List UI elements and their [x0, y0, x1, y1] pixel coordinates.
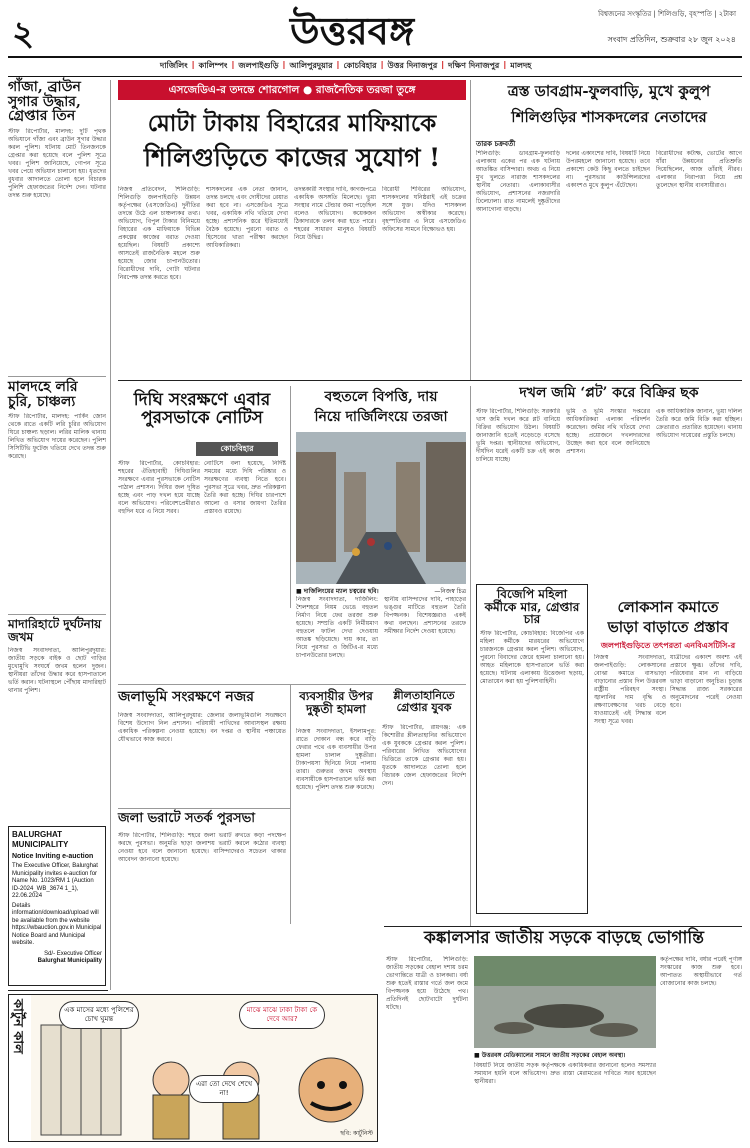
dighi-headline: দিঘি সংরক্ষণে এবার পুরসভাকে নোটিস — [133, 390, 271, 428]
cartoon-bubble-3: এরা তো দেখে শেখে না! — [189, 1075, 259, 1103]
darjeeling-body-col1: নিজস্ব সংবাদদাতা, দার্জিলিং: শৈলশহরে নিয়ম ভেঙে বহুতল নির্মাণ নিয়ে ফের তরজা শুরু হয়েছে। সম্প্রতি একটি নির্মীয়মাণ বহুতলে ফাটল দেখা দেওয়ায় আতঙ্ক ছড়িয়েছে। দায় কার, তা নিয়ে পুরসভা ও জিটিএ-র মধ্যে চাপানউতোর চলছে। — [296, 596, 378, 659]
page-title: উত্তরবঙ্গ — [290, 8, 415, 53]
youth-headline: শ্লীলতাহানিতে গ্রেপ্তার যুবক — [393, 689, 455, 714]
page-number: ২ — [12, 14, 35, 54]
darjeeling-headline-1: বহুতলে বিপত্তি, দায় — [324, 389, 438, 405]
right-top-body-col3: বিরোধীদের কটাক্ষ, ভোটের আগে যাঁরা উন্নয়নের প্রতিশ্রুতি দিয়েছিলেন, আজ তাঁরাই নীরব। এলাকার নিরাপত্তা নিয়ে প্রশ্ন তুলেছেন স্থানীয় ব্যবসায়ীরাও। — [656, 150, 742, 189]
jala-headline: জলা ভরাটে সতর্ক পুরসভা — [118, 811, 256, 826]
story-ganja — [8, 80, 106, 376]
notice-box — [8, 826, 106, 986]
highway-body-col3: কর্তৃপক্ষের দাবি, বর্ষার পরেই পূর্ণাঙ্গ সংস্কারের কাজ শুরু হবে। আপাতত অস্থায়ীভাবে গর্ত বোজানোর কাজ চলছে। — [660, 956, 742, 987]
loss-headline-2: ভাড়া বাড়াতে প্রস্তাব — [607, 618, 729, 636]
notice-org: BALURGHAT MUNICIPALITY — [12, 830, 69, 849]
highway-body-col1: স্টাফ রিপোর্টার, শিলিগুড়ি: জাতীয় সড়কের বেহাল দশায় চরম ভোগান্তিতে যাত্রী ও চালকরা। বর্ষা শুরু হতেই রাস্তার গর্তে জল জমে বিপজ্জনক হয়ে উঠেছে পথ। প্রতিদিনই ছোটখাটো দুর্ঘটনা ঘটছে। — [386, 956, 468, 1011]
lead-body-col1: নিজস্ব প্রতিবেদন, শিলিগুড়ি: শিলিগুড়ি জলপাইগুড়ি উন্নয়ন কর্তৃপক্ষের (এসজেডিএ) দুর্নীতির তদন্তে উঠে এল চাঞ্চল্যকর তথ্য। অভিযোগ, বিপুল টাকার বিনিময়ে বিহারের এক মাফিয়াকে বিভিন্ন প্রকল্পের কাজের বরাত দেওয়া হয়েছিল। বিষয়টি প্রকাশ্যে আসতেই রাজনৈতিক মহলে শুরু হয়েছে জোর চাপানউতোর। বিরোধীদের দাবি, গোটা ঘটনার নিরপেক্ষ তদন্ত করতে হবে। — [118, 186, 200, 281]
youth-body: স্টাফ রিপোর্টার, রায়গঞ্জ: এক কিশোরীর শ্লীলতাহানির অভিযোগে এক যুবককে গ্রেপ্তার করল পুলিশ। পরিবারের লিখিত অভিযোগের ভিত্তিতে তাকে গ্রেপ্তার করা হয়। ধৃতকে আদালতে তোলা হলে বিচারক জেল হেফাজতের নির্দেশ দেন। — [382, 724, 466, 787]
story-ganja-body: স্টাফ রিপোর্টার, মালদহ: দুটি পৃথক অভিযানে গাঁজা এবং ব্রাউন সুগার উদ্ধার করল পুলিশ। ঘটনায় মোট তিনজনকে গ্রেপ্তার করা হয়েছে বলে পুলিশ সূত্রে খবর। পুলিশ জানিয়েছে, গোপন সূত্রে খবর পেয়ে অভিযান চালানো হয়। ধৃতদের বুধবার আদালতে তোলা হলে বিচারক পুলিশি হেফাজতের নির্দেশ দেন। ঘটনার তদন্ত শুরু হয়েছে। — [8, 128, 106, 200]
story-ganja-headline: গাঁজা, ব্রাউন সুগার উদ্ধার, গ্রেপ্তার তিন — [8, 79, 81, 125]
highway-headline: কঙ্কালসার জাতীয় সড়কে বাড়ছে ভোগান্তি — [424, 928, 704, 948]
lead-headline-1: মোটা টাকায় বিহারের মাফিয়াকে — [147, 110, 437, 137]
edition-info-1: বিশ্বজনের সংস্কৃতির | শিলিগুড়ি, বৃহস্পতি | ২টাকা — [598, 10, 736, 18]
lead-headline-2: শিলিগুড়িতে কাজের সুযোগ ! — [143, 143, 441, 172]
dighi-body-col1: স্টাফ রিপোর্টার, কোচবিহার: শহরের ঐতিহ্যবাহী দিঘিগুলির সংরক্ষণে এবার পুরসভাকে নোটিস পাঠাল প্রশাসন। দিঘির জল দূষিত হচ্ছে এবং পাড় দখল হয়ে যাচ্ছে বলে অভিযোগ। পরিবেশপ্রেমীরাও বহুদিন ধরে এ নিয়ে সরব। — [118, 460, 200, 515]
loss-kicker: জলপাইগুড়িতে তৎপরতা এনবিএসটিসি-র — [600, 641, 736, 650]
right-top-body-col2: দলের একাংশের দাবি, বিষয়টি নিয়ে উপরমহলে জানানো হয়েছে। তবে প্রকাশ্যে কেউ কিছু বলতে চাইছেন না। পুরসভার কাউন্সিলরদের একাংশও মুখে কুলুপ এঁটেছেন। — [566, 150, 650, 189]
story-lorry — [8, 380, 106, 611]
district-6[interactable]: দক্ষিণ দিনাজপুর — [448, 61, 500, 70]
lead-body-col3: তদন্তকারী সংস্থার দাবি, কাগজপত্রে একাধিক অসঙ্গতি মিলেছে। ভুয়া সংস্থার নামে টেন্ডার জমা পড়েছিল বলেও অভিযোগ। কয়েকজন ঠিকাদারকে তলব করা হতে পারে। শহরের সাধারণ মানুষও বিষয়টি নিয়ে উদ্বিগ্ন। — [294, 186, 376, 241]
darjeeling-photo — [296, 432, 466, 584]
loss-headline-1: লোকসান কমাতে — [617, 598, 719, 616]
masthead-rule — [8, 56, 742, 58]
highway-body-col2: বিষয়টি নিয়ে জাতীয় সড়ক কর্তৃপক্ষকে একাধিকবার জানানো হলেও সমস্যার সমাধান হয়নি বলে অভিযোগ। দ্রুত রাস্তা মেরামতের দাবিতে সরব হয়েছেন স্থানীয়রা। — [474, 1062, 656, 1085]
notice-details: Details information/download/upload will be available from the website https://wbauction.gov.in Municipal Notice Board and Municipal website. — [12, 902, 102, 946]
loss-body-col1: নিজস্ব সংবাদদাতা, জলপাইগুড়ি: লোকসানের বোঝা কমাতে বাসভাড়া বাড়ানোর প্রস্তাব দিল উত্তরবঙ্গ রাষ্ট্রীয় পরিবহণ সংস্থা। জ্বালানির দাম বৃদ্ধি ও রক্ষণাবেক্ষণের খরচ বেড়ে যাওয়াতেই এই সিদ্ধান্ত বলে সংস্থা সূত্রে খবর। — [594, 654, 666, 725]
jala-body: স্টাফ রিপোর্টার, শিলিগুড়ি: শহরে জলা ভরাট রুখতে কড়া পদক্ষেপ করছে পুরসভা। অনুমতি ছাড়া জলাশয় ভরাট করলে কঠোর ব্যবস্থা নেওয়া হবে বলে জানানো হয়েছে। বাসিন্দাদেরও সচেতন থাকার আবেদন জানানো হয়েছে। — [118, 832, 286, 863]
lead-body-col2: শাসকদলের এক নেতা জানান, তদন্ত চলছে এবং দোষীদের রেয়াত করা হবে না। এসজেডিএ সূত্রে খবর, একাধিক নথি খতিয়ে দেখা হচ্ছে। প্রশাসনিক স্তরে ইতিমধ্যেই বৈঠক হয়েছে। পুরনো বরাত ও হিসেবের খাতা পরীক্ষা করছেন আধিকারিকরা। — [206, 186, 288, 249]
district-2[interactable]: জলপাইগুড়ি — [238, 61, 279, 70]
wetland-body: নিজস্ব সংবাদদাতা, আলিপুরদুয়ার: জেলার জলাভূমিগুলি সংরক্ষণে বিশেষ উদ্যোগ নিল প্রশাসন। পরিযায়ী পাখিদের আবাসস্থল রক্ষায় একাধিক পরিকল্পনা নেওয়া হয়েছে। বন দপ্তর ও স্থানীয় পঞ্চায়েত যৌথভাবে কাজ করবে। — [118, 712, 286, 743]
story-madarihat-headline: মাদারিহাটে দুর্ঘটনায় জখম — [8, 617, 102, 644]
darjeeling-photo-credit: —নিজস্ব চিত্র — [434, 588, 466, 595]
notice-body: The Executive Officer, Balurghat Municipality invites e-auction for Name No. 1023/RM 1 (Auction ID-2024_WB_3674 1_1), 22.06.2024 — [12, 863, 98, 899]
cartoon-bubble-1: এক মাসের মধ্যে পুলিশের চোখ ঘুমন্ত — [59, 1001, 139, 1029]
right-top-byline: তারক চক্রবর্তী — [476, 140, 516, 148]
lead-body-col4: বিরোধী শিবিরের অভিযোগ, শাসকদলের ঘনিষ্ঠরাই এই চক্রের সঙ্গে যুক্ত। যদিও শাসকদল অভিযোগ অস্বীকার করেছে। বৃহস্পতিবার এ নিয়ে এসজেডিএ অফিসের সামনে বিক্ষোভও হয়। — [382, 186, 466, 233]
right-top-headline-2: শিলিগুড়ির শাসকদলের নেতাদের — [511, 108, 707, 126]
masthead — [0, 0, 750, 60]
right-top-body-col1: শিলিগুড়ি: ডাবগ্রাম-ফুলবাড়ি এলাকায় একের পর এক ঘটনায় আতঙ্কিত বাসিন্দারা। অথচ এ নিয়ে মুখ খুলতে নারাজ শাসকদলের স্থানীয় নেতারা। এলাকাবাসীর অভিযোগ, প্রশাসনের নজরদারি ঢিলেঢালা। রাত নামলেই দুষ্কৃতীদের আনাগোনা বাড়ছে। — [476, 150, 560, 213]
highway-photo-caption: ■ উত্তরবঙ্গ মেডিক্যালের সামনে জাতীয় সড়কের বেহাল অবস্থা। — [474, 1052, 626, 1059]
bjp-story — [476, 584, 588, 914]
highway-photo — [474, 956, 656, 1048]
cartoon-strip — [8, 994, 378, 1142]
district-3[interactable]: আলিপুরদুয়ার — [289, 61, 333, 70]
trader-headline: ব্যবসায়ীর উপর দুষ্কৃতী হামলা — [299, 689, 373, 716]
notice-title: Notice Inviting e-auction — [12, 853, 94, 860]
plot-body-col3: এক আধিকারিক জানান, ভুয়া দলিল তৈরি করে জমি বিক্রি করা হচ্ছিল। ক্রেতারাও প্রতারিত হয়েছেন। থানায় অভিযোগ দায়েরের প্রস্তুতি চলছে। — [656, 408, 742, 439]
darjeeling-headline-2: নিয়ে দার্জিলিংয়ে তরজা — [314, 409, 448, 425]
dighi-tag: কোচবিহার — [196, 442, 278, 456]
edition-info-2: সংবাদ প্রতিদিন, শুক্রবার ২৮ জুন ২০২৪ — [607, 35, 736, 44]
notice-sign-org: Balurghat Municipality — [37, 958, 102, 964]
dighi-body-col2: নোটিসে বলা হয়েছে, নির্দিষ্ট সময়ের মধ্যে দিঘি পরিষ্কার ও সংরক্ষণের ব্যবস্থা নিতে হবে। পুরসভা সূত্রে খবর, দ্রুত পরিকল্পনা তৈরি করা হচ্ছে। দিঘির চারপাশে আলো ও বসার জায়গা তৈরির প্রস্তাবও রয়েছে। — [204, 460, 286, 515]
right-top-headline-1: ত্রস্ত ডাবগ্রাম-ফুলবাড়ি, মুখে কুলুপ — [507, 82, 711, 100]
wetland-headline: জলাভূমি সংরক্ষণে নজর — [118, 689, 254, 705]
darjeeling-photo-caption: ■ দার্জিলিংয়ের ম্যাল চত্বরের ছবি। — [296, 588, 379, 595]
cartoon-bubble-2: মাঝে মাঝে ঢাকা টাকা কে দেবে আর? — [239, 1001, 325, 1029]
plot-body-col2: ভূমি ও ভূমি সংস্কার দপ্তরের আধিকারিকরা এলাকা পরিদর্শন করেছেন। জমির নথি খতিয়ে দেখা হচ্ছে। প্রয়োজনে দখলদারদের উচ্ছেদ করা হবে বলে জানিয়েছে প্রশাসন। — [566, 408, 650, 455]
story-madarihat-body: নিজস্ব সংবাদদাতা, আলিপুরদুয়ার: জাতীয় সড়কে বাইক ও ছোট গাড়ির মুখোমুখি সংঘর্ষে জখম হলেন দুজন। স্থানীয়রা তাঁদের উদ্ধার করে হাসপাতালে ভর্তি করান। ঘটনাস্থলে পৌঁছায় মাদারিহাট থানার পুলিশ। — [8, 647, 106, 695]
plot-headline: দখল জমি ‘প্লট’ করে বিক্রির ছক — [519, 385, 699, 401]
story-lorry-headline: মালদহে লরি চুরি, চাঞ্চল্য — [8, 379, 78, 410]
district-0[interactable]: দার্জিলিং — [160, 61, 188, 70]
story-madarihat — [8, 618, 106, 815]
cartoon-credit: ছবি: কার্টুনিস্ট — [340, 1130, 373, 1137]
lead-kicker: এসজেডিএ-র তদন্তে শোরগোল ● রাজনৈতিক তরজা তুঙ্গে — [118, 80, 466, 100]
district-4[interactable]: কোচবিহার — [343, 61, 377, 70]
story-lorry-body: স্টাফ রিপোর্টার, মালদহ: পার্কিং জোন থেকে রাতে একটি লরি চুরির অভিযোগ ঘিরে চাঞ্চল্য ছড়াল। লরির মালিক থানায় লিখিত অভিযোগ দায়ের করেছেন। পুলিশ সিসিটিভি ফুটেজ খতিয়ে দেখে তদন্ত শুরু করেছে। — [8, 413, 106, 461]
notice-sign-role: Sd/- Executive Officer — [44, 950, 102, 957]
plot-body-col1: স্টাফ রিপোর্টার, শিলিগুড়ি: সরকারি খাস জমি দখল করে প্লট বানিয়ে বিক্রির অভিযোগ উঠল। বিষয়টি জানাজানি হতেই নড়েচড়ে বসেছে ভূমি দপ্তর। স্থানীয়দের অভিযোগ, দীর্ঘদিন ধরেই একটি চক্র এই কাজ চালিয়ে যাচ্ছে। — [476, 408, 560, 463]
trader-body: নিজস্ব সংবাদদাতা, ইসলামপুর: রাতে দোকান বন্ধ করে বাড়ি ফেরার পথে এক ব্যবসায়ীর উপর হামলা চালাল দুষ্কৃতীরা। টাকাপয়সা ছিনিয়ে নিয়ে পালায় তারা। গুরুতর জখম অবস্থায় ব্যবসায়ীকে হাসপাতালে ভর্তি করা হয়েছে। পুলিশ তদন্ত শুরু করেছে। — [296, 728, 376, 791]
bjp-headline: বিজেপি মহিলা কর্মীকে মার, গ্রেপ্তার চার — [484, 587, 580, 627]
district-7[interactable]: মালদহ — [510, 61, 532, 70]
loss-body-col2: যাত্রীদের একাংশ অবশ্য এই প্রস্তাবে ক্ষুব্ধ। তাঁদের দাবি, পরিষেবার মান না বাড়িয়ে ভাড়া বাড়ানো অনুচিত। চূড়ান্ত সিদ্ধান্ত রাজ্য সরকারের অনুমোদনের পরেই নেওয়া হবে। — [670, 654, 742, 709]
district-bar: দার্জিলিং | কালিম্পং | জলপাইগুড়ি | আলিপুরদুয়ার | কোচবিহার | উত্তর দিনাজপুর | দক্ষিণ দিনাজপুর | মালদহ — [160, 60, 742, 74]
district-5[interactable]: উত্তর দিনাজপুর — [387, 61, 438, 70]
cartoon-label: কার্টুন কাল — [10, 999, 25, 1054]
district-1[interactable]: কালিম্পং — [198, 61, 228, 70]
darjeeling-body-col2: স্থানীয় বাসিন্দাদের দাবি, পাহাড়ের ভঙ্গুর মাটিতে বহুতল তৈরি বিপজ্জনক। বিশেষজ্ঞরাও একই কথা বলছেন। প্রশাসনের তরফে সমীক্ষার নির্দেশ দেওয়া হয়েছে। — [384, 596, 466, 635]
bjp-body: স্টাফ রিপোর্টার, কোচবিহার: বিজেপির এক মহিলা কর্মীকে মারধরের অভিযোগে চারজনকে গ্রেপ্তার করল পুলিশ। অভিযোগ, পুরনো বিবাদের জেরে হামলা চালানো হয়। আহত মহিলাকে হাসপাতালে ভর্তি করা হয়েছে। ঘটনায় এলাকায় উত্তেজনা ছড়ায়, মোতায়েন করা হয় পুলিশবাহিনী। — [480, 629, 584, 685]
